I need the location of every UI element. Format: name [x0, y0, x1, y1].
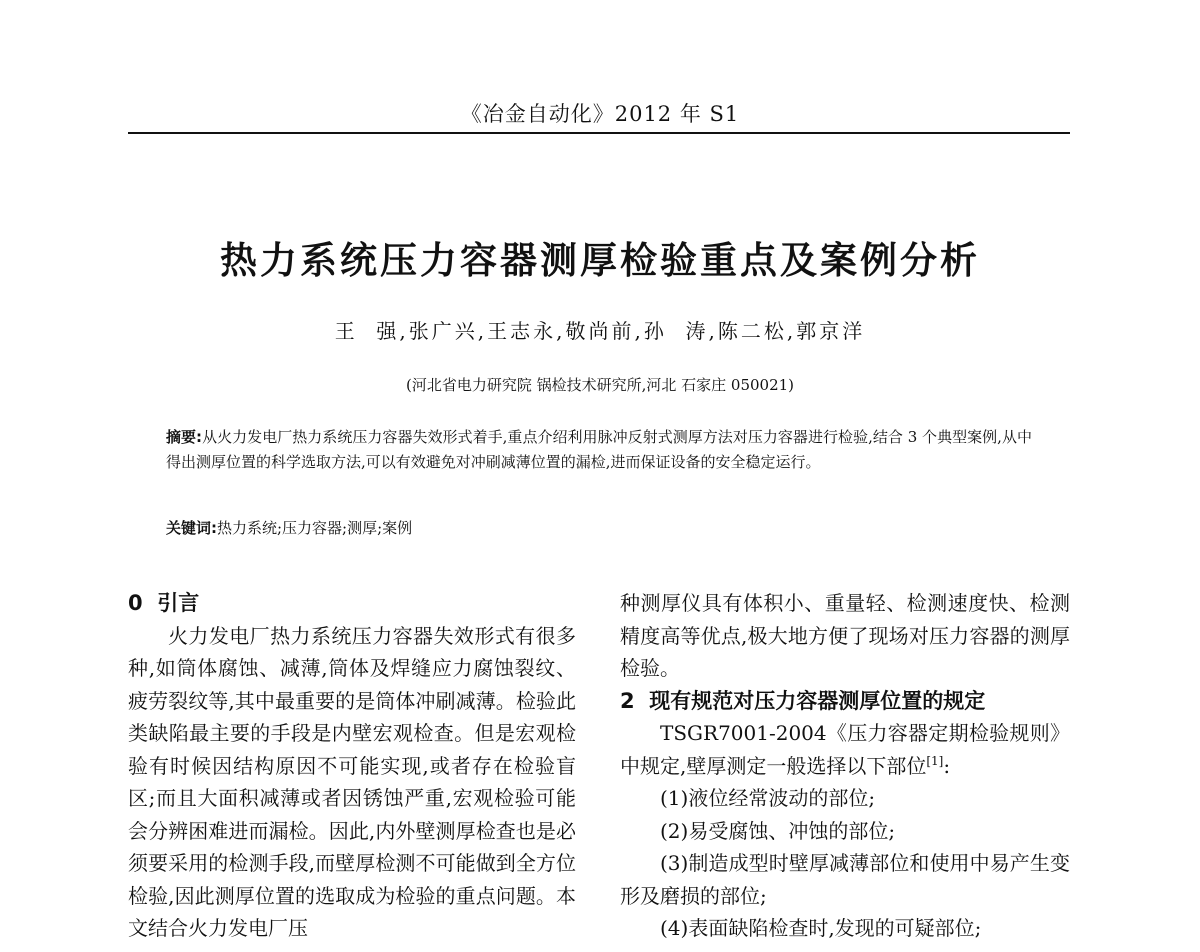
list-item: (1)液位经常波动的部位;	[660, 786, 876, 810]
right-column	[620, 587, 1070, 945]
left-column	[128, 587, 576, 945]
citation-marker: [1]	[926, 753, 944, 768]
keywords-text: 热力系统;压力容器;测厚;案例	[217, 519, 413, 537]
keywords-label: 关键词:	[166, 519, 217, 537]
paper-title: 热力系统压力容器测厚检验重点及案例分析	[220, 239, 980, 282]
section-0-paragraph: 火力发电厂热力系统压力容器失效形式有很多种,如筒体腐蚀、减薄,筒体及焊缝应力腐蚀裂纹、疲劳裂纹等,其中最重要的是筒体冲刷减薄。检验此类缺陷最主要的手段是内壁宏观检查。但是宏观检验有时候因结构原因不可能实现,或者存在检验盲区;而且大面积减薄或者因锈蚀严重,宏观检验可能会分辨困难进而漏检。因此,内外壁测厚检查也是必须要采用的检测手段,而壁厚检测不可能做到全方位检验,因此测厚位置的选取成为检验的重点问题。本文结合火力发电厂压	[128, 623, 576, 940]
list-item: (4)表面缺陷检查时,发现的可疑部位;	[660, 916, 982, 940]
abstract-text: 从火力发电厂热力系统压力容器失效形式着手,重点介绍利用脉冲反射式测厚方法对压力容器进行检验,结合 3 个典型案例,从中得出测厚位置的科学选取方法,可以有效避免对冲刷减薄位置的漏检,进而保证设备的安全稳定运行。	[166, 428, 1033, 471]
section-2-intro	[620, 717, 1070, 782]
section-2-intro-end: :	[943, 753, 951, 778]
list-item: (2)易受腐蚀、冲蚀的部位;	[660, 818, 896, 843]
journal-header: 《冶金自动化》2012 年 S1	[460, 102, 740, 126]
header-rule	[128, 132, 1070, 134]
affiliation: (河北省电力研究院 锅检技术研究所,河北 石家庄 050021)	[405, 376, 795, 394]
continuation-paragraph: 种测厚仪具有体积小、重量轻、检测速度快、检测精度高等优点,极大地方便了现场对压力容器的测厚检验。	[620, 591, 1070, 680]
list-item: (3)制造成型时壁厚减薄部位和使用中易产生变形及磨损的部位;	[620, 851, 1070, 908]
section-0-heading: 0 引言	[128, 591, 200, 615]
abstract-label: 摘要:	[166, 428, 203, 446]
section-2-intro-text: TSGR7001-2004《压力容器定期检验规则》中规定,壁厚测定一般选择以下部位	[620, 721, 1070, 778]
section-2-heading: 2 现有规范对压力容器测厚位置的规定	[620, 688, 986, 713]
abstract	[166, 425, 1032, 475]
authors: 王 强,张广兴,王志永,敬尚前,孙 涛,陈二松,郭京洋	[334, 319, 866, 343]
keywords	[166, 516, 1032, 541]
